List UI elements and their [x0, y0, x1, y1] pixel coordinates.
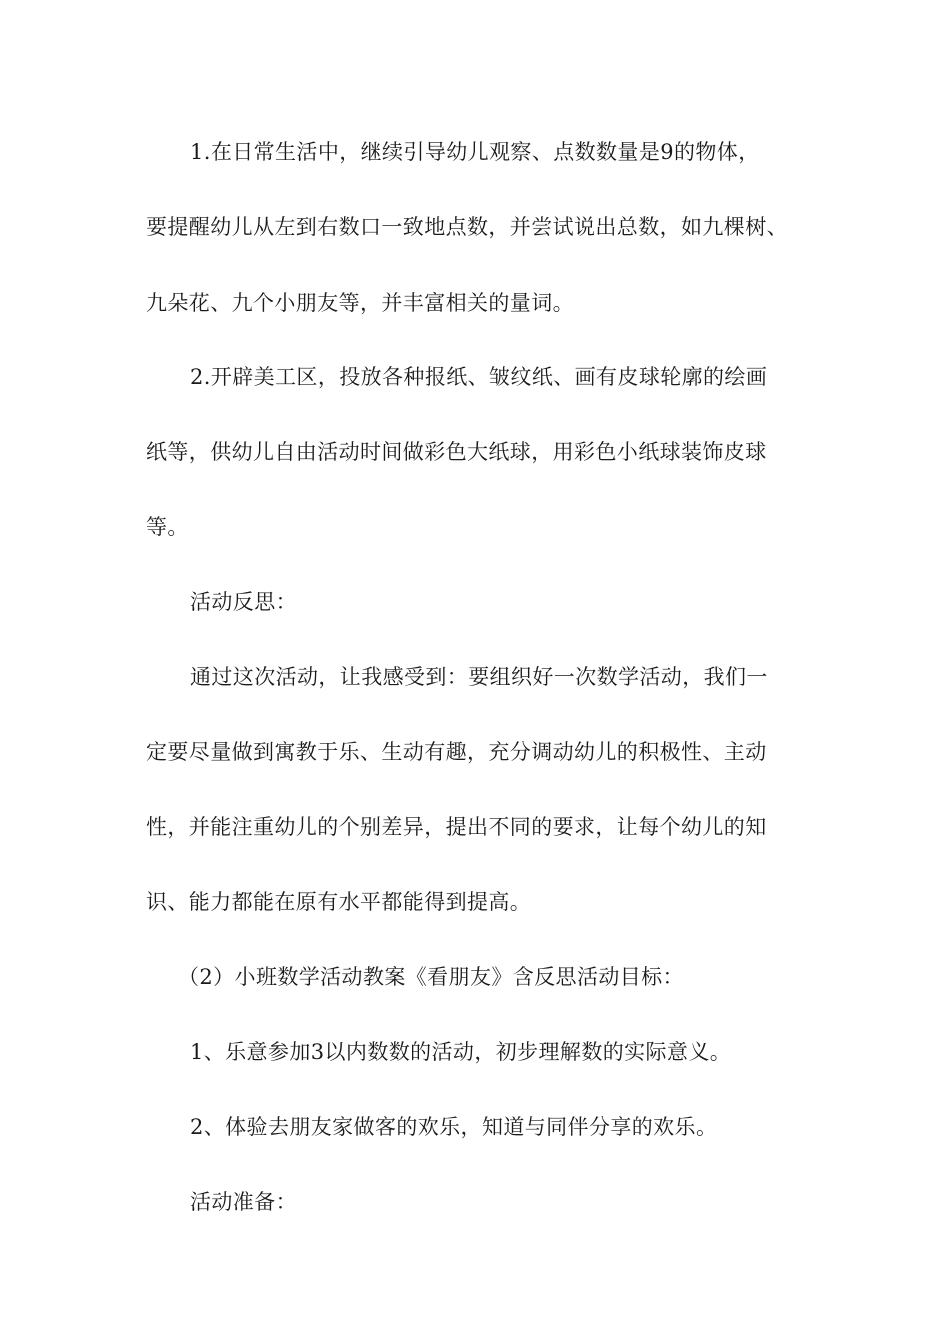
paragraph-line: 性，并能注重幼儿的个别差异，提出不同的要求，让每个幼儿的知 — [146, 815, 767, 839]
section-heading: 活动准备： — [190, 1190, 297, 1214]
paragraph-line: 纸等，供幼儿自由活动时间做彩色大纸球，用彩色小纸球装饰皮球 — [146, 440, 767, 464]
paragraph-line: 等。 — [146, 515, 189, 539]
paragraph-line: 2.开辟美工区，投放各种报纸、皱纹纸、画有皮球轮廓的绘画 — [190, 365, 768, 389]
section-heading: 活动反思： — [190, 590, 297, 614]
paragraph-line: 1.在日常生活中，继续引导幼儿观察、点数数量是9的物体， — [190, 140, 760, 164]
paragraph-line: 定要尽量做到寓教于乐、生动有趣，充分调动幼儿的积极性、主动 — [146, 740, 767, 764]
goal-item: 2、体验去朋友家做客的欢乐，知道与同伴分享的欢乐。 — [190, 1115, 718, 1139]
paragraph-line: 要提醒幼儿从左到右数口一致地点数，并尝试说出总数，如九棵树、 — [146, 215, 788, 239]
goal-item: 1、乐意参加3以内数数的活动，初步理解数的实际意义。 — [190, 1040, 732, 1064]
section-title: （2）小班数学活动教案《看朋友》含反思活动目标： — [178, 965, 684, 989]
paragraph-line: 识、能力都能在原有水平都能得到提高。 — [146, 890, 532, 914]
paragraph-line: 通过这次活动，让我感受到：要组织好一次数学活动，我们一 — [190, 665, 768, 689]
paragraph-line: 九朵花、九个小朋友等，并丰富相关的量词。 — [146, 291, 574, 315]
